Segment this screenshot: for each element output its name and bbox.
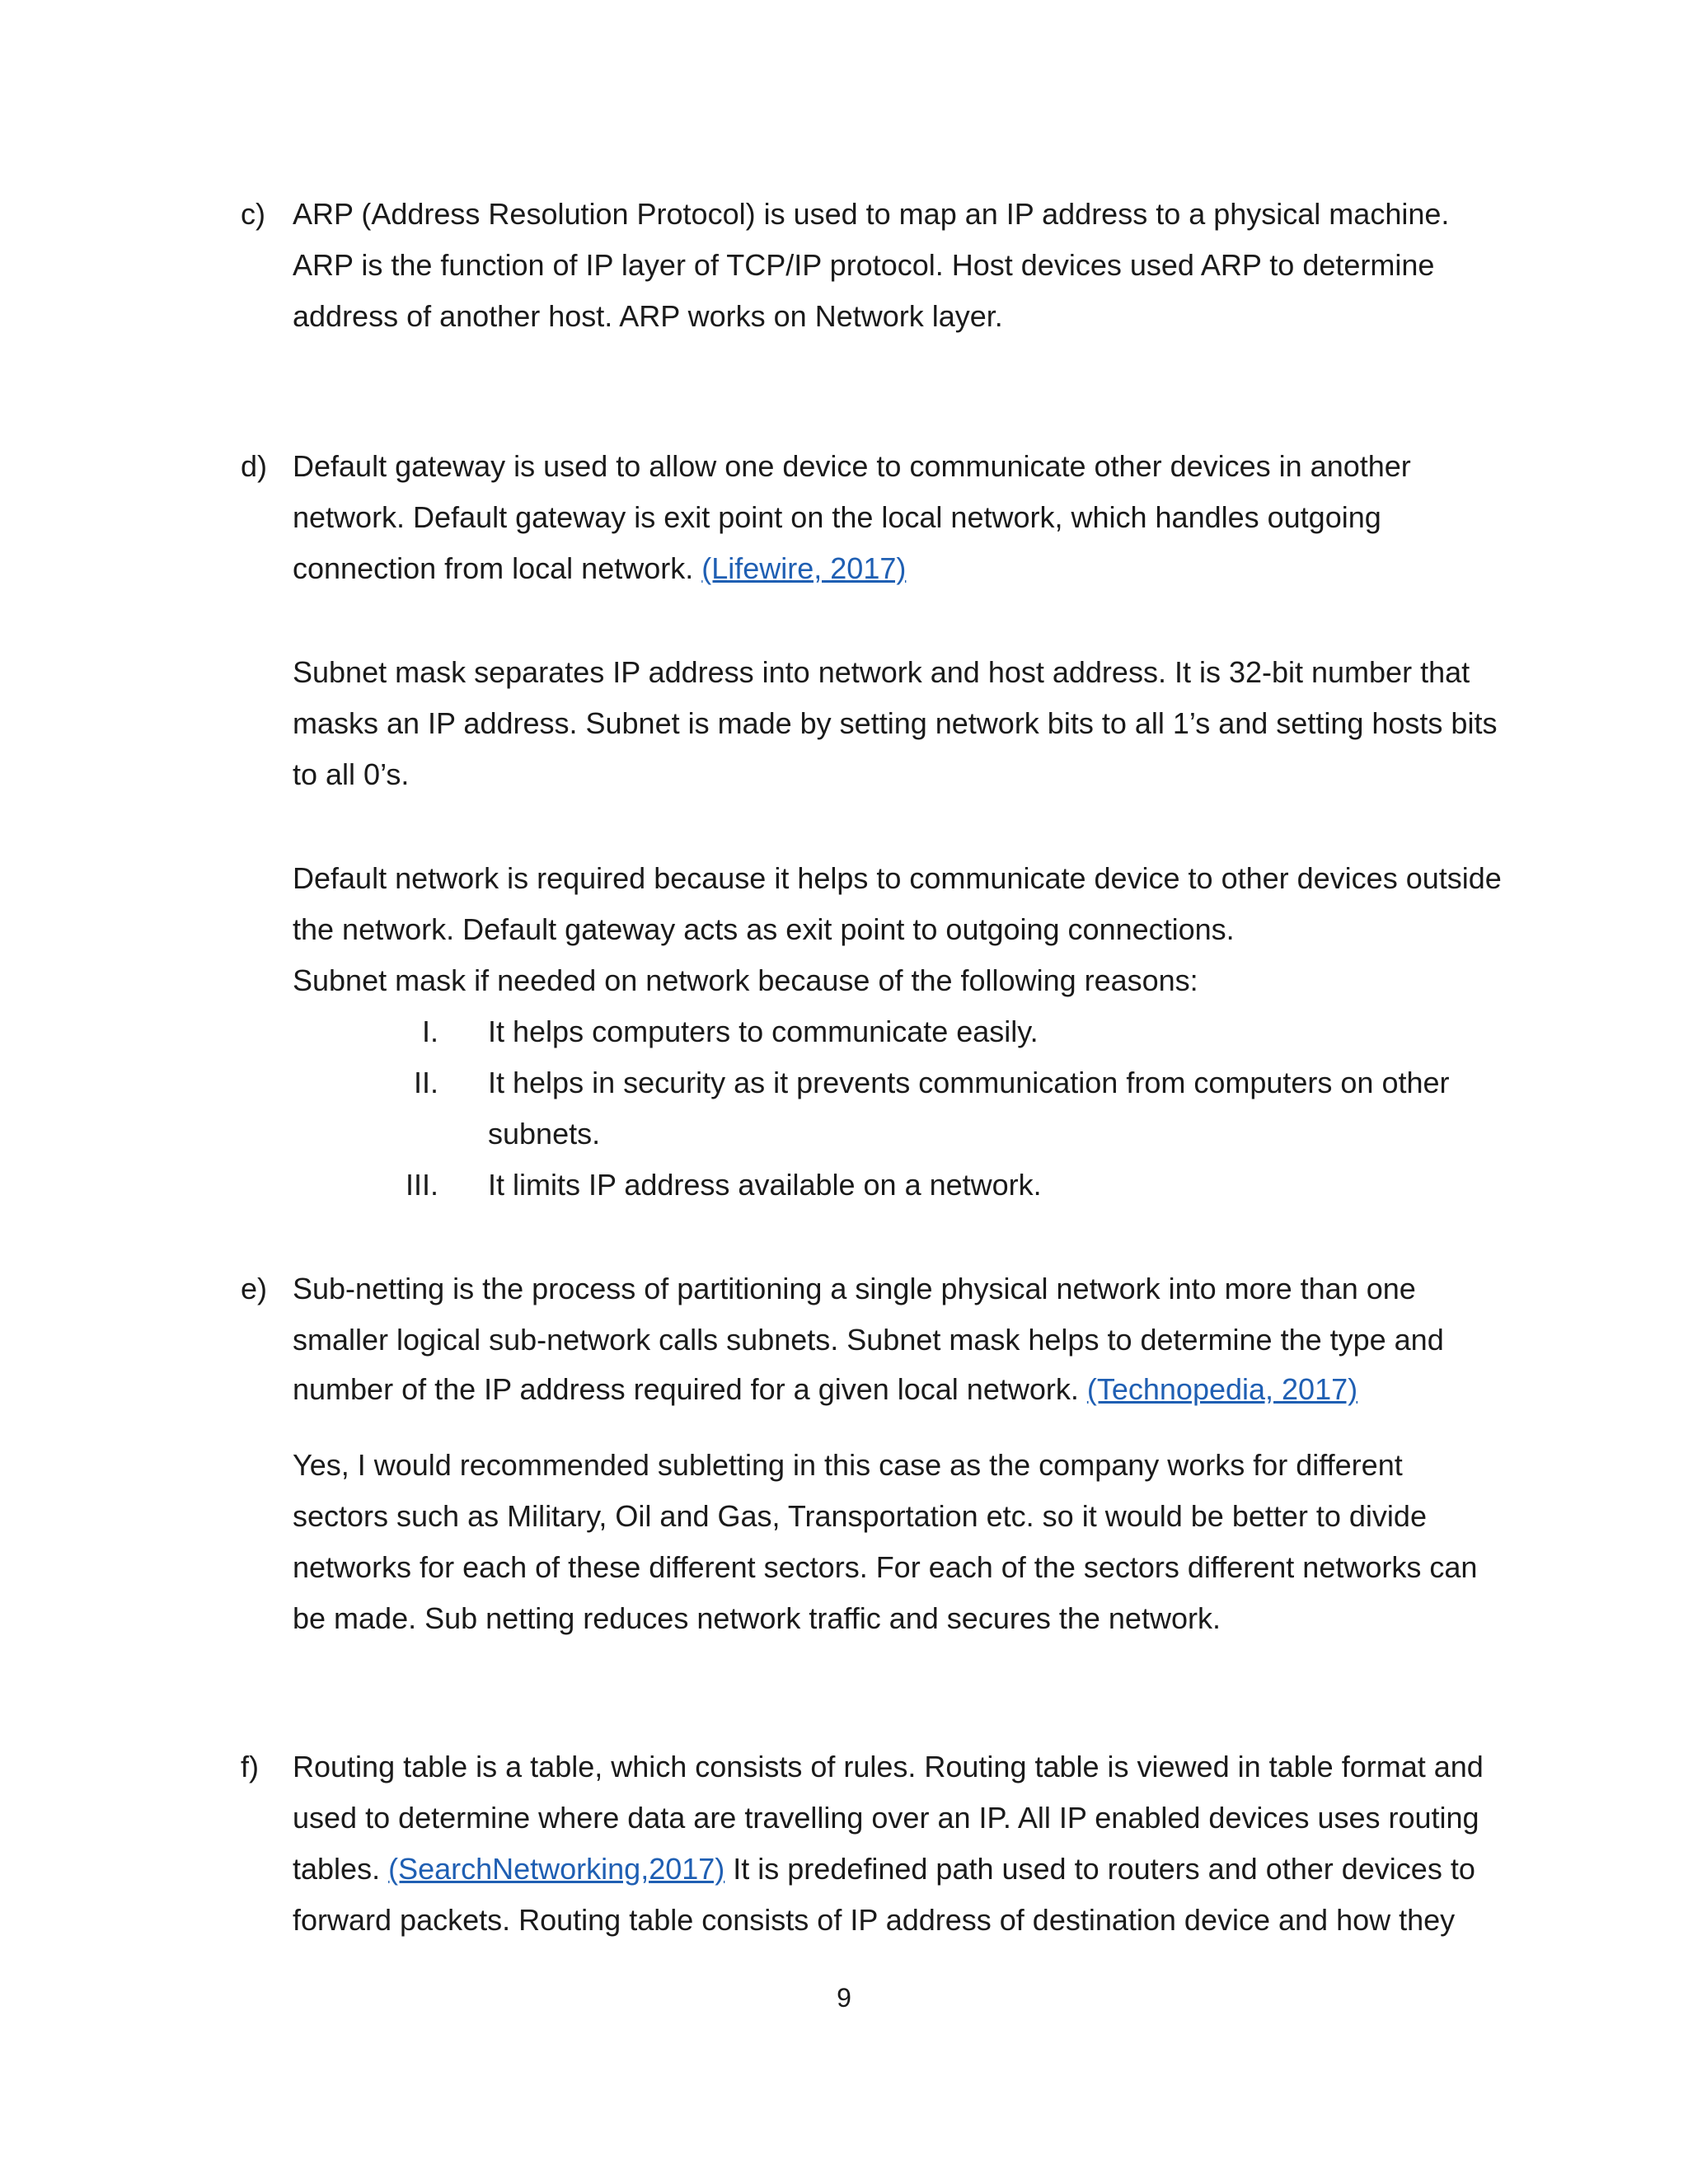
section-f-line-3-suffix: It is predefined path used to routers and other devices to: [724, 1852, 1475, 1886]
reason-3-numeral: III.: [405, 1168, 438, 1202]
section-c-line-1: ARP (Address Resolution Protocol) is used to map an IP address to a physical machine.: [293, 197, 1450, 231]
reason-2-text-line-1: It helps in security as it prevents communication from computers on other: [488, 1066, 1450, 1099]
section-f-line-2: used to determine where data are travelling over an IP. All IP enabled devices uses routing: [293, 1801, 1479, 1835]
section-e-marker: e): [241, 1272, 268, 1305]
default-network-line-1: Default network is required because it helps to communicate device to other devices outside: [293, 861, 1502, 895]
section-e-line-3-text: number of the IP address required for a given local network.: [293, 1372, 1087, 1406]
recommend-line-4: be made. Sub netting reduces network traffic and secures the network.: [293, 1601, 1221, 1635]
citation-technopedia-link[interactable]: (Technopedia, 2017): [1086, 1372, 1358, 1406]
section-c-marker: c): [241, 197, 265, 231]
reason-1-text: It helps computers to communicate easily.: [488, 1015, 1039, 1048]
reason-3-text: It limits IP address available on a network.: [488, 1168, 1042, 1202]
section-d-line-3-text: connection from local network.: [293, 551, 702, 585]
recommend-line-3: networks for each of these different sectors. For each of the sectors different networks can: [293, 1550, 1478, 1584]
section-c-line-2: ARP is the function of IP layer of TCP/IP protocol. Host devices used ARP to determine: [293, 248, 1435, 282]
section-f-marker: f): [241, 1750, 259, 1783]
default-network-line-2: the network. Default gateway acts as exit point to outgoing connections.: [293, 912, 1235, 946]
section-f-line-3-prefix: tables.: [293, 1852, 389, 1886]
subnet-line-3: to all 0’s.: [293, 757, 410, 791]
section-d-marker: d): [241, 449, 268, 483]
recommend-line-1: Yes, I would recommended subletting in this case as the company works for different: [293, 1448, 1403, 1482]
section-d-line-2: network. Default gateway is exit point on the local network, which handles outgoing: [293, 500, 1381, 534]
section-f-line-1: Routing table is a table, which consists of rules. Routing table is viewed in table format and: [293, 1750, 1484, 1783]
page-number: 9: [837, 1983, 851, 2013]
citation-searchnetworking-link[interactable]: (SearchNetworking,2017): [388, 1852, 725, 1886]
section-e-line-1: Sub-netting is the process of partitioning a single physical network into more than one: [293, 1272, 1416, 1305]
section-f-line-3: [293, 1851, 1475, 1887]
section-e-line-3: [293, 1371, 1357, 1408]
section-d-line-3: [293, 551, 906, 587]
section-d-line-1: Default gateway is used to allow one device to communicate other devices in another: [293, 449, 1411, 483]
section-c-line-3: address of another host. ARP works on Network layer.: [293, 299, 1003, 333]
citation-lifewire-link[interactable]: (Lifewire, 2017): [701, 551, 907, 585]
recommend-line-2: sectors such as Military, Oil and Gas, Transportation etc. so it would be better to divide: [293, 1499, 1427, 1533]
default-network-line-3: Subnet mask if needed on network because of the following reasons:: [293, 963, 1198, 997]
section-e-line-2: smaller logical sub-network calls subnets. Subnet mask helps to determine the type and: [293, 1323, 1444, 1357]
reason-2-numeral: II.: [413, 1066, 438, 1099]
reason-2-text-line-2: subnets.: [488, 1117, 601, 1151]
section-f-line-4: forward packets. Routing table consists of IP address of destination device and how they: [293, 1903, 1456, 1937]
subnet-line-1: Subnet mask separates IP address into network and host address. It is 32-bit number that: [293, 655, 1470, 689]
subnet-line-2: masks an IP address. Subnet is made by setting network bits to all 1’s and setting hosts bits: [293, 706, 1498, 740]
reason-1-numeral: I.: [421, 1015, 438, 1048]
